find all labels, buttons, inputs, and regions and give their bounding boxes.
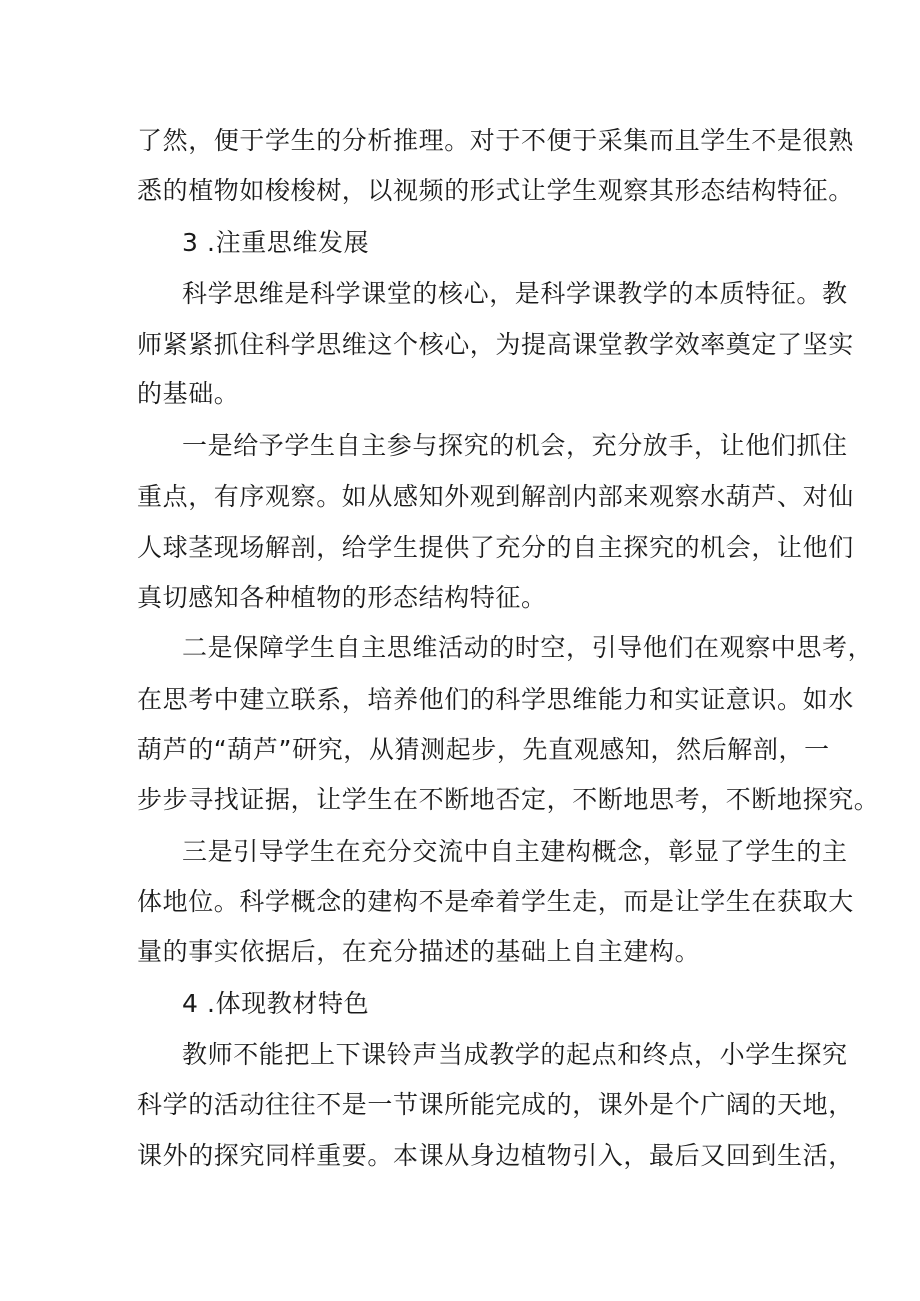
text-line: 的基础。 bbox=[137, 379, 240, 408]
paragraph-start-line: 教师不能把上下课铃声当成教学的起点和终点，小学生探究 bbox=[182, 1040, 848, 1069]
text-line: 量的事实依据后，在充分描述的基础上自主建构。 bbox=[137, 937, 701, 966]
paragraph-start-line: 科学思维是科学课堂的核心，是科学课教学的本质特征。教 bbox=[182, 279, 848, 308]
section-heading: 3 .注重思维发展 bbox=[182, 228, 370, 257]
text-line: 科学的活动往往不是一节课所能完成的，课外是个广阔的天地， bbox=[137, 1090, 854, 1119]
section-heading: 4 .体现教材特色 bbox=[182, 989, 370, 1018]
text-line: 悉的植物如梭梭树，以视频的形式让学生观察其形态结构特征。 bbox=[137, 176, 854, 205]
text-line: 了然，便于学生的分析推理。对于不便于采集而且学生不是很熟 bbox=[137, 126, 854, 155]
text-line: 重点，有序观察。如从感知外观到解剖内部来观察水葫芦、对仙 bbox=[137, 482, 854, 511]
paragraph-start-line: 一是给予学生自主参与探究的机会，充分放手，让他们抓住 bbox=[182, 431, 848, 460]
text-line: 在思考中建立联系，培养他们的科学思维能力和实证意识。如水 bbox=[137, 685, 854, 714]
text-line: 真切感知各种植物的形态结构特征。 bbox=[137, 583, 547, 612]
text-line: 课外的探究同样重要。本课从身边植物引入，最后又回到生活， bbox=[137, 1141, 854, 1170]
text-line: 体地位。科学概念的建构不是牵着学生走，而是让学生在获取大 bbox=[137, 887, 854, 916]
text-line: 人球茎现场解剖，给学生提供了充分的自主探究的机会，让他们 bbox=[137, 533, 854, 562]
text-line: 葫芦的“葫芦”研究，从猜测起步，先直观感知，然后解剖，一 bbox=[137, 735, 830, 764]
paragraph-start-line: 三是引导学生在充分交流中自主建构概念，彰显了学生的主 bbox=[182, 837, 848, 866]
text-line: 步步寻找证据，让学生在不断地否定，不断地思考，不断地探究。 bbox=[137, 785, 880, 814]
paragraph-start-line: 二是保障学生自主思维活动的时空，引导他们在观察中思考， bbox=[182, 633, 874, 662]
text-line: 师紧紧抓住科学思维这个核心，为提高课堂教学效率奠定了坚实 bbox=[137, 330, 854, 359]
